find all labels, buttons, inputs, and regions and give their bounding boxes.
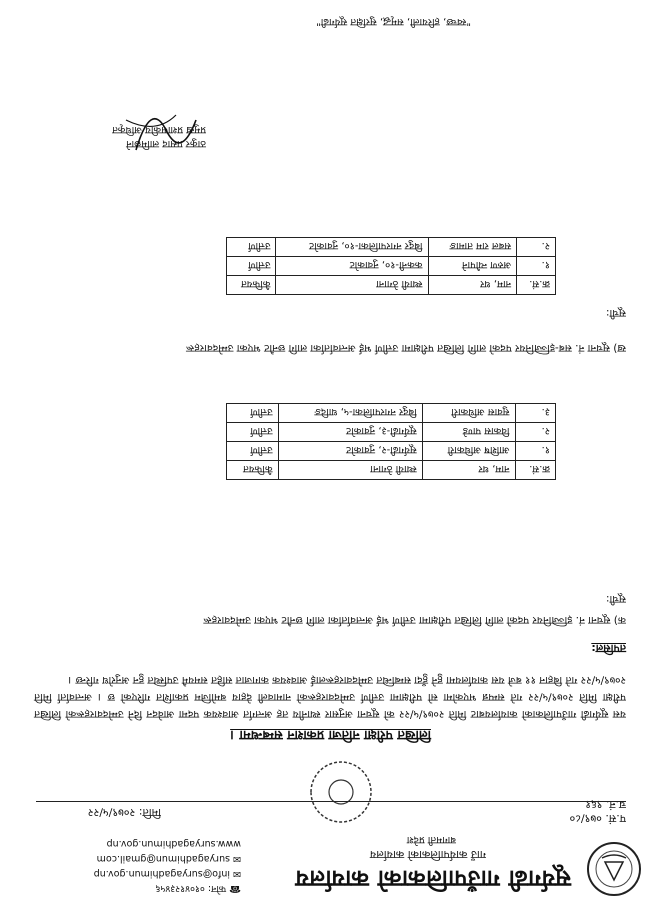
cell: १. <box>517 257 556 276</box>
col-header: क्र.सं. <box>515 461 555 480</box>
section-b-table <box>226 237 556 295</box>
reference-number: प.सं. ०७९/८० <box>569 812 626 825</box>
table-header-row <box>227 276 556 295</box>
letter-body <box>34 590 626 722</box>
table-row <box>227 404 556 423</box>
signer-block <box>112 122 206 150</box>
website-link[interactable]: www.suryagadhimun.gov.np <box>106 838 241 849</box>
province-name: बागमती प्रदेश <box>406 834 456 845</box>
section-a-list-label: सूची: <box>605 593 626 605</box>
col-header: कैफियत <box>227 461 279 480</box>
table-row <box>227 423 556 442</box>
signer-name: ठाकुर प्रसाद लामिछाने <box>126 138 206 149</box>
cell: उत्तीर्ण <box>227 404 279 423</box>
office-address: गाउँ कार्यपालिकाको कार्यालय <box>369 848 486 861</box>
table-header-row <box>227 461 556 480</box>
section-a-title: क) सूचना नं. इञ्जिनियर पदको लागि लिखित परीक्षामा उत्तीर्ण भई अन्तर्वार्ताका लागि छनौट भएका उम्मेदवारहरू <box>203 614 626 626</box>
cell: सबल राम तामाङ <box>428 238 517 257</box>
table-row <box>227 257 556 276</box>
office-stamp-icon <box>301 752 381 832</box>
section-a-table <box>226 403 556 480</box>
note-label: तपसिल: <box>591 642 626 655</box>
cell: उत्तीर्ण <box>227 423 279 442</box>
office-email: ✉ info@suryagadhimun.gov.np <box>93 868 241 879</box>
section-b-list-label: सूची: <box>605 307 626 319</box>
col-header: कैफियत <box>227 276 277 295</box>
cell: बिदुर नगरपालिका-१०, नुवाकोट <box>276 238 428 257</box>
cell: ककनी-१०, नुवाकोट <box>276 257 428 276</box>
col-header: क्र.सं. <box>517 276 556 295</box>
cell: अरुण न्यौपाने <box>428 257 517 276</box>
cell: सूर्यगढी-२, नुवाकोट <box>278 442 422 461</box>
footer-slogan: "स्वच्छ, हरियाली, समृद्ध, सुरक्षित सूर्यगढी" <box>316 16 471 27</box>
phone-number: ☎ फोन: ०१०४१२३४५६ <box>155 883 241 894</box>
cell: उत्तीर्ण <box>227 442 279 461</box>
header-divider <box>36 801 626 802</box>
section-b-title: ख) सूचना नं. सब-इञ्जिनियर पदको लागि लिखित परीक्षामा उत्तीर्ण भई अन्तर्वार्ताका लागि छनौट भएका उम्मेदवारहरू <box>186 342 626 354</box>
table-row <box>227 442 556 461</box>
cell: उत्तीर्ण <box>227 238 277 257</box>
cell: विकास पाण्डे <box>422 423 515 442</box>
cell: ३. <box>515 404 555 423</box>
col-header: स्थायी ठेगाना <box>276 276 428 295</box>
cell: उत्तीर्ण <box>227 257 277 276</box>
col-header: नाम, थर <box>422 461 515 480</box>
cell: आशिष अधिकारी <box>422 442 515 461</box>
cell: सूर्यगढी-३, नुवाकोट <box>278 423 422 442</box>
body-paragraph: यस सूर्यगढी गाउँपालिकाको कार्यालयबाट मिति २०७९/५/२२ को सूचना अनुसार स्थानीय तह अन्तर्गत आवश्यक पदमा आवेदन दिने उम्मेदवारहरूको लिखित परीक्षा मिति २०७९/५/२२ गते सम्पन्न भएकोमा सो परीक्षामा उत्तीर्ण उम्मेदवारहरूको नामावली देहाय बमोजिम प्रकाशित गरिएको छ । अन्तर्वार्ता मिति २०७९/५/२२ गते बिहान ११ बजे यस कार्यालयमा हुने हुँदा सम्बन्धित उम्मेदवारहरूलाई आवश्यक कागजात सहित समयमै उपस्थित हुन अनुरोध गरिन्छ । <box>34 674 626 720</box>
letter-subject: लिखित परीक्षा नतिजा प्रकाशन सम्बन्धमा । <box>230 727 431 742</box>
table-row <box>227 238 556 257</box>
cell: २. <box>515 423 555 442</box>
cell: २. <box>517 238 556 257</box>
gmail-address: ✉ suryagadhimun@gmail.com <box>96 853 241 864</box>
cell: १. <box>515 442 555 461</box>
col-header: नाम, थर <box>428 276 517 295</box>
cell: सुवास अधिकारी <box>422 404 515 423</box>
office-name: सूर्यगढी गाउँपालिकाको कार्यालय <box>295 865 571 891</box>
col-header: स्थायी ठेगाना <box>278 461 422 480</box>
signer-title: प्रमुख प्रशासकीय अधिकृत <box>112 124 206 135</box>
letter-date: मिति: २०७९/५/२२ <box>87 806 161 819</box>
cell: बिदुर नगरपालिका-५, धादिङ <box>278 404 422 423</box>
dispatch-number: च.नं. ९६१ <box>585 798 626 811</box>
nepal-emblem-icon <box>585 840 643 898</box>
contact-block <box>94 836 241 896</box>
